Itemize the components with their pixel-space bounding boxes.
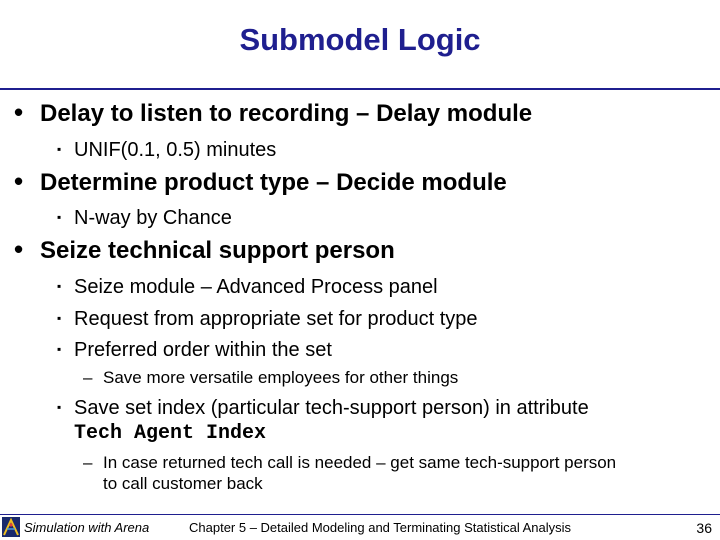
slide-title: Submodel Logic [239,22,481,57]
bullet-2-sub-1-text: N-way by Chance [74,207,232,229]
title-divider [0,88,720,90]
bullet-3-sub-2 [57,308,478,331]
arena-logo-icon [2,517,20,537]
bullet-3-sub-4-detail [83,453,617,473]
footer-book-title: Simulation with Arena [24,520,150,535]
bullet-3-sub-3-detail [83,368,459,388]
bullet-3-sub-3-detail-text: Save more versatile employees for other things [103,368,459,387]
footer-divider [0,514,720,515]
square-bullet-icon: ▪ [57,210,62,224]
square-bullet-icon: ▪ [57,142,62,156]
bullet-3-sub-3 [57,339,332,362]
bullet-icon: • [14,166,24,196]
bullet-2 [14,166,507,197]
square-bullet-icon: ▪ [57,342,62,356]
bullet-3-sub-4 [57,397,589,420]
bullet-3-sub-2-text: Request from appropriate set for product type [74,308,478,330]
bullet-icon: • [14,97,24,127]
dash-bullet-icon: – [83,368,93,387]
bullet-3-sub-4-detail-line2: to call customer back [103,474,263,493]
square-bullet-icon: ▪ [57,311,62,325]
page-number: 36 [696,520,712,536]
bullet-3 [14,234,395,265]
bullet-1-text: Delay to listen to recording – Delay module [40,100,533,127]
bullet-3-sub-4-detail-line1: In case returned tech call is needed – get same tech-support person [103,453,617,472]
bullet-icon: • [14,234,24,264]
bullet-3-sub-1 [57,276,438,299]
square-bullet-icon: ▪ [57,400,62,414]
bullet-3-sub-1-text: Seize module – Advanced Process panel [74,276,438,298]
bullet-3-sub-3-text: Preferred order within the set [74,339,332,361]
square-bullet-icon: ▪ [57,279,62,293]
footer-chapter: Chapter 5 – Detailed Modeling and Terminating Statistical Analysis [189,520,572,535]
bullet-3-sub-4-text: Save set index (particular tech-support person) in attribute [74,397,589,419]
bullet-1 [14,97,533,128]
bullet-1-sub-1-text: UNIF(0.1, 0.5) minutes [74,139,277,161]
dash-bullet-icon: – [83,453,93,472]
bullet-3-text: Seize technical support person [40,237,395,264]
bullet-2-text: Determine product type – Decide module [40,169,507,196]
bullet-1-sub-1 [57,139,277,162]
bullet-2-sub-1 [57,207,232,230]
attribute-name: Tech Agent Index [74,422,267,445]
